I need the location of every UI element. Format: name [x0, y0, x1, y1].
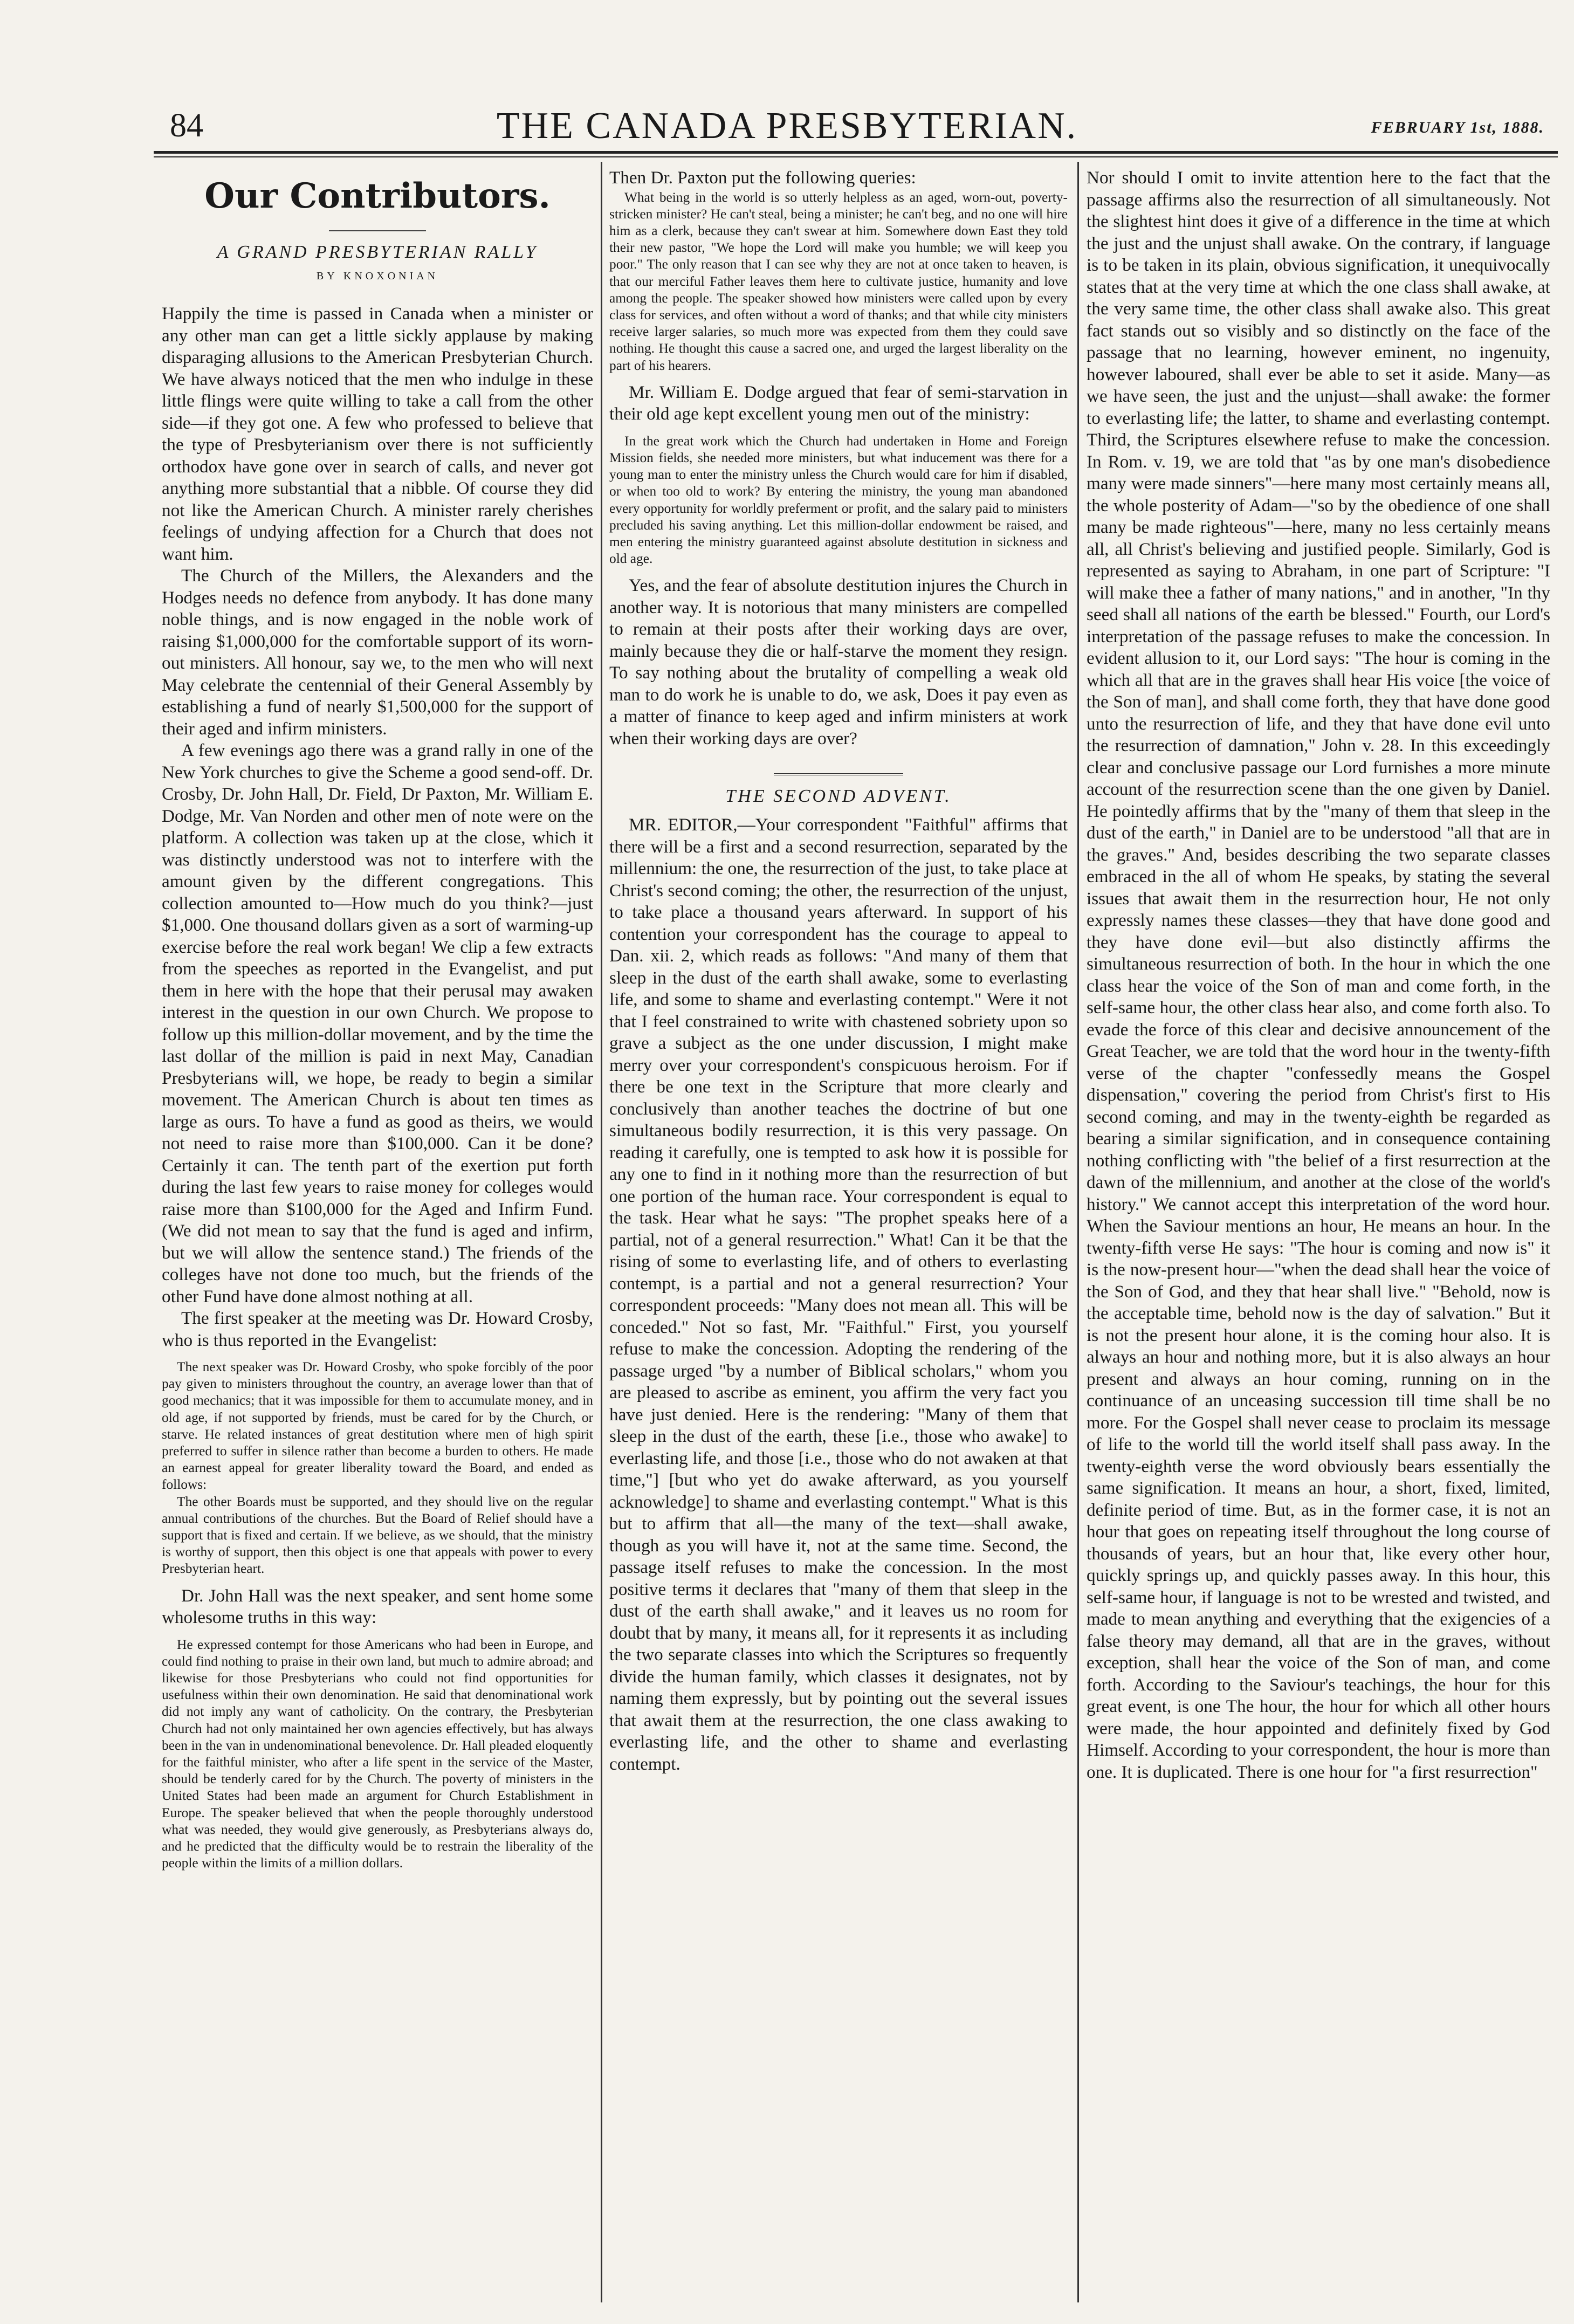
quoted-extract: The next speaker was Dr. Howard Crosby, who spoke forcibly of the poor pay given to ministers throughout the country, an average lower than that of good mechanics; that it was impossible for them to accumulate money, and in old age, if not supported by friends, must be cared for by the Church, or starve. He related instances of great destitution where men of high spirit preferred to suffer in silence rather than become a burden to others. He made an earnest appeal for greater liberality toward the Board, and ended as follows:	[162, 1359, 593, 1493]
column-divider	[1077, 162, 1079, 2302]
section-ornament	[774, 773, 903, 775]
paragraph: The Church of the Millers, the Alexanders and the Hodges needs no defence from anybody. It has done many noble things, and is now engaged in the noble work of raising $1,000,000 for the comfortable support of its worn-out ministers. All honour, say we, to the men who will next May celebrate the centennial of their General Assembly by establishing a fund of nearly $1,500,000 for the support of their aged and infirm ministers.	[162, 566, 593, 739]
column-divider	[601, 162, 602, 2302]
paragraph: Happily the time is passed in Canada when a minister or any other man can get a little sickly applause by making disparaging allusions to the American Presbyterian Church. We have always noticed that the men who indulge in these little flings were quite willing to take a call from the other side—if they got one. A few who professed to believe that the type of Presbyterianism over there is not sufficiently orthodox have gone over in search of calls, and never got anything more substantial that a nibble. Of course they did not like the American Church. A minister rarely cherishes feelings of undying affection for a Church that does not want him.	[162, 304, 593, 564]
paragraph: Nor should I omit to invite attention here to the fact that the passage affirms also the resurrection of all simultaneously. Not the slightest hint does it give of a difference in the time at which the just and the unjust shall awake. On the contrary, if language is to be taken in its plain, obvious signification, it unequivocally states that at the very time at which the one class shall awake, at the very same time, the other class shall awake also. This great fact stands out so visibly and so distinctly on the face of the passage that no learning, however eminent, no ingenuity, however laboured, shall ever be able to set it aside. Many—as we have seen, the just and the unjust—shall awake: the former to everlasting life; the latter, to shame and everlasting contempt. Third, the Scriptures elsewhere refuse to make the concession. In Rom. v. 19, we are told that "as by one man's disobedience many were made sinners"—here many most certainly means all, the whole posterity of Adam—"so by the obedience of one shall many be made righteous"—here, many no less certainly means all, all Christ's believing and justified people. Similarly, God is represented as saying to Abraham, in one part of Scripture: "I will make thee a father of many nations," and in another, "In thy seed shall all nations of the earth be blessed." Fourth, our Lord's interpretation of the passage refuses to make the concession. In evident allusion to it, our Lord says: "The hour is coming in the which all that are in the graves shall hear His voice [the voice of the Son of man], and shall come forth, they that have done good unto the resurrection of life, and they that have done evil unto the resurrection of damnation," John v. 28. In this exceedingly clear and conclusive passage our Lord furnishes a more minute account of the resurrection scene than the one given by Daniel. He pointedly affirms that by the "many of them that sleep in the dust of the earth," in Daniel are to be understood "all that are in the graves." And, besides describing the two separate classes embraced in the all of whom He speaks, by stating the several issues that await them in the resurrection hour, He not only expressly names these classes—they that have done good and they have done evil—but also distinctly affirms the simultaneous resurrection of both. In the hour in which the one class hear the voice of the Son of man and come forth, in the self-same hour, the other class hear also, and come forth also. To evade the force of this clear and decisive announcement of the Great Teacher, we are told that the word hour in the twenty-fifth verse of the chapter "confessedly means the Gospel dispensation," covering the period from Christ's first to His second coming, and may in the twenty-eighth be regarded as bearing a similar signification, and in consequence containing nothing conflicting with "the belief of a first resurrection at the dawn of the millennium, and another at the close of the world's history." We cannot accept this interpretation of the word hour. When the Saviour mentions an hour, He means an hour. In the twenty-fifth verse He says: "The hour is coming and now is" it is the now-present hour—"when the dead shall hear the voice of the Son of God, and they that hear shall live." "Behold, now is the acceptable time, behold now is the day of salvation." But it is not the present hour alone, it is the coming hour also. It is always an hour and nothing more, but it is also always an hour present and always an hour coming, running on in the continuance of an unceasing succession till time shall be no more. For the Gospel shall never cease to proclaim its message of life to the world till the world itself shall pass away. In the twenty-eighth verse the word obviously bears essentially the same signification. It means an hour, a short, fixed, limited, definite period of time. But, as in the former case, it is not an hour that goes on repeating itself throughout the long course of thousands of years, but an hour that, like every other hour, quickly springs up, and quickly passes away. In this hour, this self-same hour, if language is not to be wrested and twisted, and made to mean anything and everything that the exigencies of a false theory may demand, all that are in the graves, without exception, shall hear the voice of the Son of man, and come forth. According to the Saviour's teachings, the hour for this great event, is one The hour, the hour for which all other hours were made, the hour appointed and definitely fixed by God Himself. According to your correspondent, the hour is more than one. It is duplicated. There is one hour for "a first resurrection"	[1087, 168, 1550, 1782]
column-two	[609, 167, 1068, 2302]
quoted-extract: He expressed contempt for those Americans who had been in Europe, and could find nothing to praise in their own land, but much to admire abroad; and likewise for those Presbyterians who could not find opportunities for usefulness within their own denomination. He said that denominational work did not imply any want of catholicity. On the contrary, the Presbyterian Church had not only maintained her own agencies effectively, but has always been in the van in undenominational benevolence. Dr. Hall pleaded eloquently for the faithful minister, who after a life spent in the service of the Master, should be tenderly cared for by the Church. The poverty of ministers in the United States had been made an argument for Church Establishment in Europe. The speaker believed that when the people thoroughly understood what was needed, they would give generously, as Presbyterians always do, and he predicted that the difficulty would be to restrain the liberality of the people within the limits of a million dollars.	[162, 1637, 593, 1871]
paragraph: Then Dr. Paxton put the following queries:	[609, 168, 916, 188]
paragraph: A few evenings ago there was a grand rally in one of the New York churches to give the Scheme a good send-off. Dr. Crosby, Dr. John Hall, Dr. Field, Dr Paxton, Mr. William E. Dodge, Mr. Van Norden and other men of note were on the platform. A collection was taken up at the close, which it was distinctly understood was not to interfere with the amount given by the different congregations. This collection amounted to—How much do you think?—just $1,000. One thousand dollars given as a sort of warming-up exercise before the real work began! We clip a few extracts from the speeches as reported in the Evangelist, and put them in here with the hope that their perusal may awaken interest in the question in our own Church. We propose to follow up this million-dollar movement, and by the time the last dollar of the million is paid in next May, Canadian Presbyterians will, we hope, be ready to begin a similar movement. The American Church is about ten times as large as ours. To have a fund as good as theirs, we would not need to raise more than $100,000. Can it be done? Certainly it can. The tenth part of the exertion put forth during the last few years to raise money for colleges would raise more than $100,000 for the Aged and Infirm Fund. (We did not mean to say that the fund is aged and infirm, but we will allow the sentence stand.) The friends of the colleges have not done too much, but the friends of the other Fund have done almost nothing at all.	[162, 740, 593, 1307]
department-heading: Our Contributors.	[204, 176, 551, 216]
article-title: THE SECOND ADVENT.	[725, 786, 952, 807]
header-rule-thick	[154, 151, 1558, 154]
quoted-extract: In the great work which the Church had undertaken in Home and Foreign Mission fields, she needed more ministers, but what inducement was there for a young man to enter the ministry unless the Church would care for him if disabled, or when too old to work? By entering the ministry, the young man abandoned every opportunity for worldly preferment or profit, and the salary paid to ministers precluded his saving anything. Let this million-dollar endowment be raised, and men entering the ministry guaranteed against absolute destitution in sickness and old age.	[609, 433, 1068, 567]
quoted-extract: What being in the world is so utterly helpless as an aged, worn-out, poverty-stricken minister? He can't steal, being a minister; he can't beg, and no one will hire him as a clerk, because they can't swear at him. Somewhere down East they told their new pastor, "We hope the Lord will make you humble; we will keep you poor." The only reason that I can see why they are not at once taken to heaven, is that our merciful Father leaves them here to cultivate justice, humanity and love among the people. The speaker showed how ministers were called upon by every class for services, and often without a word of thanks; and that while city ministers receive larger salaries, so much more was expected from them they could save nothing. He thought this cause a sacred one, and urged the largest liberality on the part of his hearers.	[609, 189, 1068, 373]
paragraph: Mr. William E. Dodge argued that fear of semi-starvation in their old age kept excellent young men out of the ministry:	[609, 382, 1068, 424]
header-rule-thin	[154, 156, 1558, 157]
issue-date: FEBRUARY 1st, 1888.	[1371, 119, 1544, 136]
paragraph: The first speaker at the meeting was Dr. Howard Crosby, who is thus reported in the Evangelist:	[162, 1308, 593, 1350]
page-number: 84	[170, 107, 203, 144]
column-one	[162, 167, 593, 2302]
byline: BY KNOXONIAN	[316, 270, 439, 282]
heading-rule	[329, 230, 426, 231]
quoted-extract: The other Boards must be supported, and they should live on the regular annual contributions of the churches. But the Board of Relief should have a support that is fixed and certain. If we believe, as we should, that the ministry is worthy of support, then this object is one that appeals with power to every Presbyterian heart.	[162, 1494, 593, 1577]
paragraph: MR. EDITOR,—Your correspondent "Faithful" affirms that there will be a first and a second resurrection, separated by the millennium: the one, the resurrection of the just, to take place at Christ's second coming; the other, the resurrection of the unjust, to take place a thousand years afterward. In support of his contention your correspondent has the courage to appeal to Dan. xii. 2, which reads as follows: "And many of them that sleep in the dust of the earth shall awake, some to everlasting life, and some to shame and everlasting contempt." Were it not that I feel constrained to write with chastened sobriety upon so grave a subject as the one under discussion, I might make merry over your correspondent's conspicuous heroism. For if there be one text in the Scripture that more clearly and conclusively than another teaches the doctrine of but one simultaneous bodily resurrection, it is this very passage. On reading it carefully, one is tempted to ask how it is possible for any one to find in it nothing more than the resurrection of but one portion of the human race. Your correspondent is equal to the task. Hear what he says: "The prophet speaks here of a partial, not of a general resurrection." What! Can it be that the rising of some to everlasting life, and of others to everlasting contempt, is a partial and not a general resurrection? Your correspondent proceeds: "Many does not mean all. This will be conceded." Not so fast, Mr. "Faithful." First, you yourself refuse to make the concession. Adopting the rendering of the passage urged "by a number of Biblical scholars," whom you are pleased to ascribe as eminent, you affirm the very fact you have just denied. Here is the rendering: "Many of them that sleep in the dust of the earth, these [i.e., those who awake] to everlasting life, and those [i.e., those who do not awaken at that time,"] [but who yet do awake afterward, as you yourself acknowledge] to shame and everlasting contempt." What is this but to affirm that all—the many of the text—shall awake, though as you will have it, not at the same time. Second, the passage itself refuses to make the concession. In the most positive terms it declares that "many of them that sleep in the dust of the earth shall awake," and it leaves us no room for doubt that by many, it means all, for it represents it as including the two separate classes into which the Scriptures so frequently divide the human family, which classes it designates, not by naming them expressly, but by pointing out the several issues that await them at the resurrection, the one class awaking to everlasting life, and the other to shame and everlasting contempt.	[609, 815, 1068, 1774]
column-three	[1087, 167, 1550, 2302]
page-header	[0, 0, 1574, 162]
paragraph: Dr. John Hall was the next speaker, and sent home some wholesome truths in this way:	[162, 1585, 593, 1628]
paragraph: Yes, and the fear of absolute destitution injures the Church in another way. It is notorious that many ministers are compelled to remain at their posts after their working days are over, mainly because they die or half-starve the moment they resign. To say nothing about the brutality of compelling a weak old man to do work he is unable to do, we ask, Does it pay even as a matter of finance to keep aged and infirm ministers at work when their working days are over?	[609, 575, 1068, 748]
masthead-title: THE CANADA PRESBYTERIAN.	[496, 105, 1078, 147]
article-title: A GRAND PRESBYTERIAN RALLY	[217, 242, 538, 262]
